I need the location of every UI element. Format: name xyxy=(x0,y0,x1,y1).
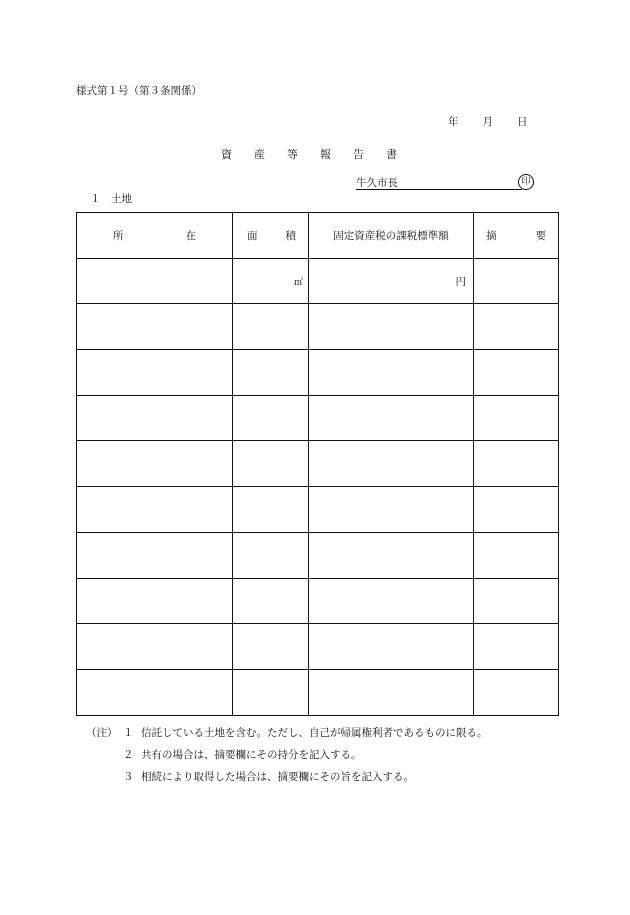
table-row xyxy=(77,441,559,487)
title-char: 資 xyxy=(221,148,232,161)
yen-unit: 円 xyxy=(455,275,466,288)
remarks-cell[interactable] xyxy=(474,532,559,578)
date-year: 年 xyxy=(448,116,459,128)
remarks-cell[interactable] xyxy=(474,624,559,670)
tax-value-cell[interactable] xyxy=(309,304,474,350)
remarks-cell[interactable] xyxy=(474,304,559,350)
area-cell[interactable] xyxy=(233,350,309,396)
title-char: 告 xyxy=(353,148,364,161)
note-item xyxy=(86,744,488,766)
title-char: 書 xyxy=(386,148,397,161)
remarks-cell[interactable] xyxy=(474,669,559,715)
addressee: 牛久市長 xyxy=(356,177,398,189)
remarks-cell[interactable] xyxy=(474,395,559,441)
tax-value-cell[interactable] xyxy=(309,395,474,441)
note-number: ３ xyxy=(123,771,134,783)
area-cell[interactable] xyxy=(233,487,309,533)
table-row xyxy=(77,487,559,533)
table-row xyxy=(77,624,559,670)
header-remarks: 摘 要 xyxy=(474,213,559,259)
location-cell[interactable] xyxy=(77,258,233,304)
tax-value-cell[interactable] xyxy=(309,624,474,670)
location-cell[interactable] xyxy=(77,532,233,578)
location-cell[interactable] xyxy=(77,395,233,441)
table-row xyxy=(77,258,559,304)
area-cell[interactable] xyxy=(233,624,309,670)
table-row xyxy=(77,350,559,396)
note-text: 相続により取得した場合は、摘要欄にその旨を記入する。 xyxy=(141,771,414,783)
tax-value-cell[interactable] xyxy=(309,258,474,304)
note-text: 共有の場合は、摘要欄にその持分を記入する。 xyxy=(141,749,362,761)
tax-value-cell[interactable] xyxy=(309,532,474,578)
table-row xyxy=(77,304,559,350)
table-row xyxy=(77,532,559,578)
remarks-cell[interactable] xyxy=(474,578,559,624)
section-title: １ 土地 xyxy=(90,193,132,205)
note-text: 信託している土地を含む。ただし、自己が帰属権利者であるものに限る。 xyxy=(141,727,488,739)
location-cell[interactable] xyxy=(77,487,233,533)
header-location: 所 在 xyxy=(77,213,233,259)
header-tax-value: 固定資産税の課税標準額 xyxy=(309,213,474,259)
table-row xyxy=(77,669,559,715)
addressee-line xyxy=(356,175,522,190)
area-cell[interactable] xyxy=(233,578,309,624)
title-char: 産 xyxy=(254,148,265,161)
area-cell[interactable] xyxy=(233,395,309,441)
tax-value-cell[interactable] xyxy=(309,578,474,624)
area-cell[interactable] xyxy=(233,669,309,715)
tax-value-cell[interactable] xyxy=(309,441,474,487)
date-day: 日 xyxy=(517,116,528,128)
notes-label: （注） xyxy=(86,727,118,739)
table-row xyxy=(77,578,559,624)
form-id: 様式第１号（第３条関係） xyxy=(76,85,202,97)
tax-value-cell[interactable] xyxy=(309,487,474,533)
remarks-cell[interactable] xyxy=(474,350,559,396)
table-header-row xyxy=(77,213,559,259)
note-item xyxy=(86,722,488,744)
note-number: １ xyxy=(123,727,134,739)
area-cell[interactable] xyxy=(233,258,309,304)
remarks-cell[interactable] xyxy=(474,441,559,487)
note-item xyxy=(86,766,488,788)
title-char: 等 xyxy=(287,148,298,161)
location-cell[interactable] xyxy=(77,350,233,396)
note-number: ２ xyxy=(123,749,134,761)
location-cell[interactable] xyxy=(77,578,233,624)
location-cell[interactable] xyxy=(77,441,233,487)
land-table xyxy=(76,212,559,716)
date-line xyxy=(448,114,528,129)
document-title xyxy=(221,146,419,162)
area-unit: ㎡ xyxy=(293,277,303,288)
tax-value-cell[interactable] xyxy=(309,350,474,396)
area-cell[interactable] xyxy=(233,532,309,578)
title-char: 報 xyxy=(320,148,331,161)
table-row xyxy=(77,395,559,441)
area-cell[interactable] xyxy=(233,304,309,350)
notes xyxy=(86,722,488,788)
remarks-cell[interactable] xyxy=(474,487,559,533)
area-cell[interactable] xyxy=(233,441,309,487)
header-area: 面 積 xyxy=(233,213,309,259)
location-cell[interactable] xyxy=(77,624,233,670)
date-month: 月 xyxy=(482,116,493,128)
location-cell[interactable] xyxy=(77,304,233,350)
seal-mark: 印 xyxy=(518,174,534,190)
location-cell[interactable] xyxy=(77,669,233,715)
remarks-cell[interactable] xyxy=(474,258,559,304)
tax-value-cell[interactable] xyxy=(309,669,474,715)
